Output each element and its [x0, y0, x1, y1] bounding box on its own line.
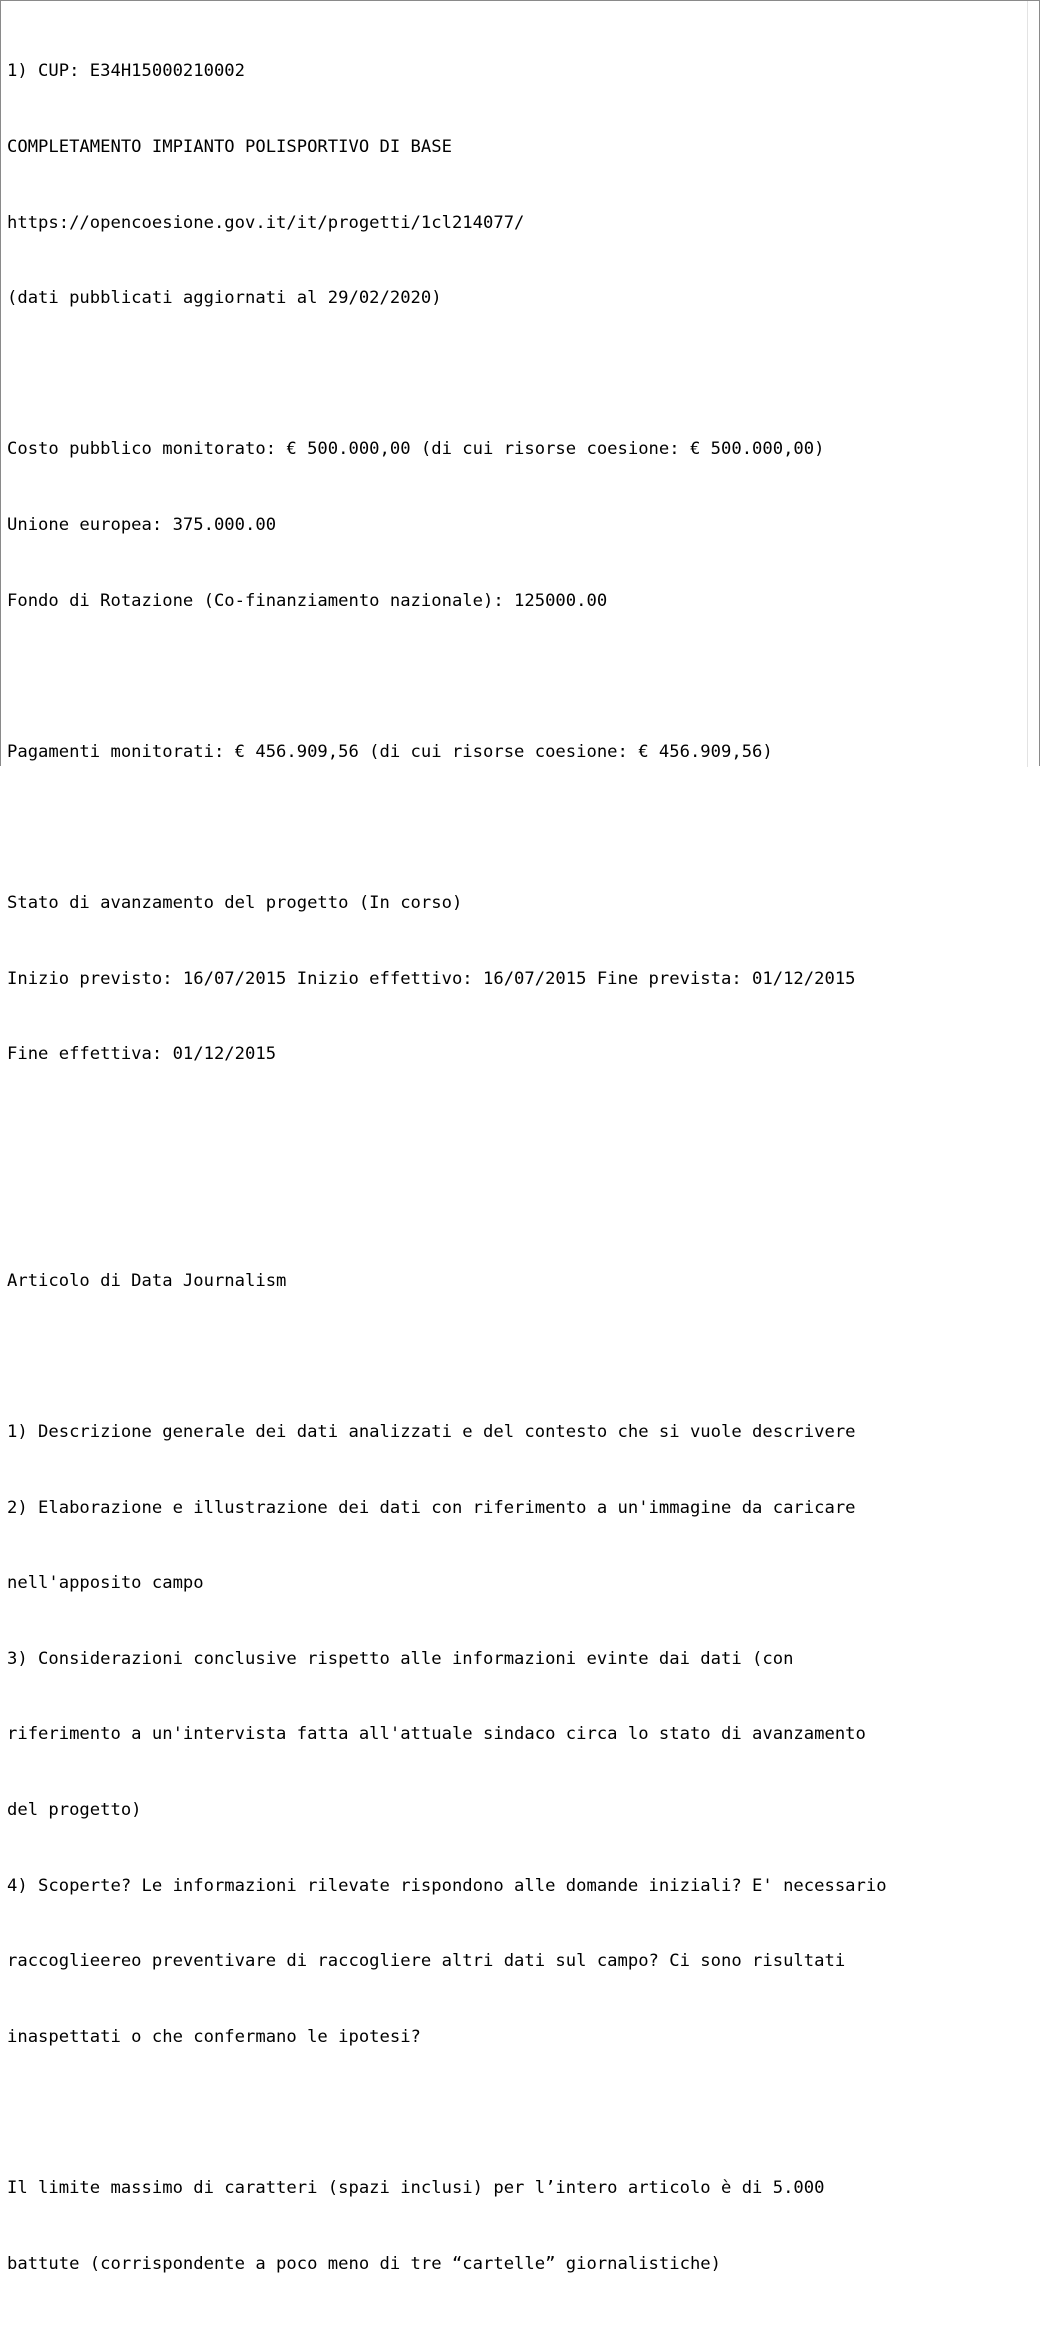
text-line [7, 1118, 1027, 1143]
text-line [7, 815, 1027, 840]
text-line [7, 1193, 1027, 1218]
text-line [7, 2100, 1027, 2125]
text-line: 1) Descrizione generale dei dati analizzati e del contesto che si vuole descrivere [7, 1422, 856, 1443]
text-line: Fondo di Rotazione (Co-finanziamento nazionale): 125000.00 [7, 590, 608, 611]
text-line: 4) Scoperte? Le informazioni rilevate rispondono alle domande iniziali? E' necessario [7, 1875, 887, 1896]
text-line: 2) Elaborazione e illustrazione dei dati con riferimento a un'immagine da caricare [7, 1497, 856, 1518]
text-line: inaspettati o che confermano le ipotesi? [7, 2026, 421, 2047]
text-line: riferimento a un'intervista fatta all'attuale sindaco circa lo stato di avanzamento [7, 1724, 866, 1745]
text-line: Stato di avanzamento del progetto (In corso) [7, 892, 463, 913]
text-line: battute (corrispondente a poco meno di tre “cartelle” giornalistiche) [7, 2253, 721, 2274]
text-line: Inizio previsto: 16/07/2015 Inizio effettivo: 16/07/2015 Fine prevista: 01/12/2015 [7, 968, 856, 989]
text-line: 3) Considerazioni conclusive rispetto alle informazioni evinte dai dati (con [7, 1648, 794, 1669]
text-line: (dati pubblicati aggiornati al 29/02/2020) [7, 288, 442, 309]
text-line: raccoglieereo preventivare di raccogliere altri dati sul campo? Ci sono risultati [7, 1951, 846, 1972]
text-line: Fine effettiva: 01/12/2015 [7, 1044, 277, 1065]
vertical-scrollbar[interactable] [1027, 1, 1039, 767]
text-line: Il limite massimo di caratteri (spazi inclusi) per l’intero articolo è di 5.000 [7, 2178, 825, 2199]
text-line: COMPLETAMENTO IMPIANTO POLISPORTIVO DI BASE [7, 137, 452, 157]
text-line: Articolo di Data Journalism [7, 1270, 287, 1291]
text-line: 1) CUP: E34H15000210002 [7, 61, 245, 82]
text-line: Pagamenti monitorati: € 456.909,56 (di cui risorse coesione: € 456.909,56) [7, 741, 773, 762]
text-line: Unione europea: 375.000.00 [7, 514, 277, 535]
text-line: nell'apposito campo [7, 1573, 204, 1594]
text-line: Costo pubblico monitorato: € 500.000,00 (di cui risorse coesione: € 500.000,00) [7, 439, 825, 460]
text-line [7, 362, 1027, 387]
text-content[interactable] [7, 9, 1027, 2327]
text-line [7, 1345, 1027, 1370]
text-line: del progetto) [7, 1800, 142, 1821]
text-line: https://opencoesione.gov.it/it/progetti/1cl214077/ [7, 212, 525, 233]
text-line [7, 664, 1027, 689]
